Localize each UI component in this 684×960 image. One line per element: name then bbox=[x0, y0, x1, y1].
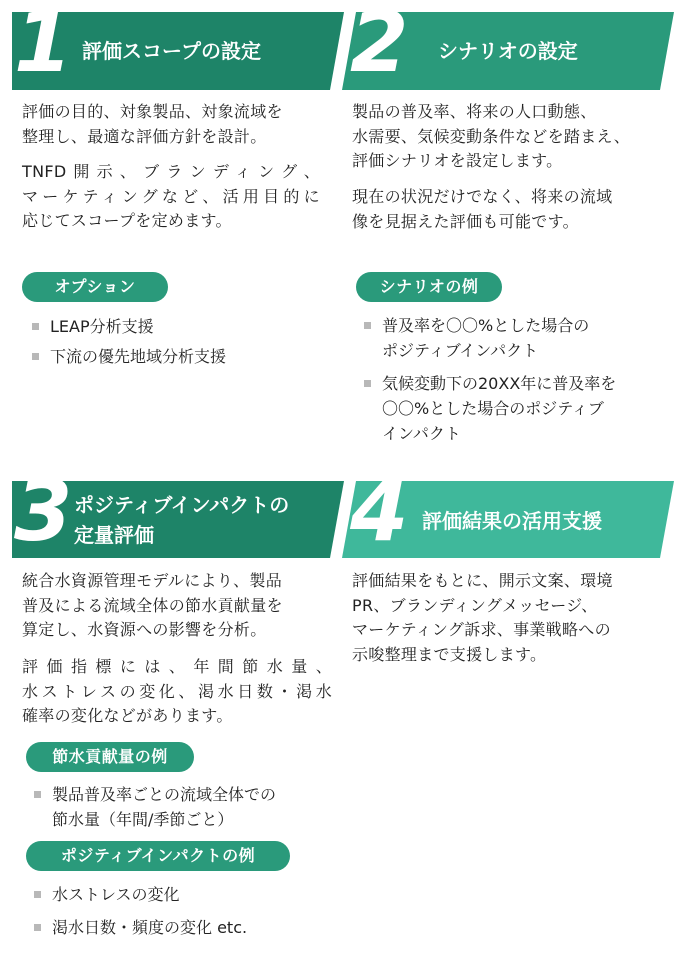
section-3-impact-tag: ポジティブインパクトの例 bbox=[26, 841, 290, 871]
s3p1-line-2: 普及による流域全体の節水貢献量を bbox=[22, 595, 283, 615]
s4p1-line-3: マーケティング訴求、事業戦略への bbox=[352, 620, 611, 639]
s2p1-line-3: 評価シナリオを設定します。 bbox=[352, 151, 563, 170]
section-2-scenario-item-1: 普及率を〇〇%とした場合の ポジティブインパクト bbox=[360, 313, 682, 363]
section-2-paragraph-1 bbox=[352, 100, 664, 174]
s3p2-line-1: 評価指標には、年間節水量、 bbox=[22, 657, 332, 676]
section-4-title: 評価結果の活用支援 bbox=[422, 509, 602, 533]
section-1-title: 評価スコープの設定 bbox=[82, 39, 261, 63]
section-3-paragraph-2 bbox=[22, 655, 332, 729]
section-3-banner bbox=[12, 462, 344, 560]
section-2-number: 2 bbox=[350, 0, 409, 91]
section-2-title: シナリオの設定 bbox=[438, 39, 578, 63]
section-1-number: 1 bbox=[14, 0, 73, 91]
section-4-paragraph-1 bbox=[352, 569, 668, 667]
section-1-paragraph-1 bbox=[22, 100, 330, 149]
section-3-paragraph-1 bbox=[22, 569, 332, 643]
section-3-impact-item-1: 水ストレスの変化 bbox=[30, 882, 352, 907]
section-3-impact-item-2: 渇水日数・頻度の変化 etc. bbox=[30, 915, 352, 940]
s1p1wrap-line-2: 整理し、最適な評価方針を設計。 bbox=[22, 126, 267, 146]
section-1-banner bbox=[12, 0, 344, 91]
section-2-banner bbox=[342, 0, 674, 91]
section-3-title: ポジティブインパクトの 定量評価 bbox=[74, 493, 290, 547]
s2p1-line-2: 水需要、気候変動条件などを踏まえ、 bbox=[352, 126, 631, 146]
section-4-number: 4 bbox=[350, 462, 409, 560]
s3p1-line-3: 算定し、水資源への影響を分析。 bbox=[22, 620, 267, 639]
s4p1-line-1: 評価結果をもとに、開示文案、環境 bbox=[352, 571, 613, 590]
s3p2-line-2: 水ストレスの変化、渇水日数・渇水 bbox=[22, 681, 332, 701]
s1p2-line-2: マーケティングなど、活用目的に bbox=[22, 186, 320, 206]
s1p2-line-1: TNFD開示、ブランディング、 bbox=[22, 162, 320, 181]
s1p1wrap-line-1: 評価の目的、対象製品、対象流域を bbox=[22, 102, 283, 121]
section-1-option-tag: オプション bbox=[22, 272, 168, 302]
s3p1-line-1: 統合水資源管理モデルにより、製品 bbox=[22, 571, 283, 590]
section-1-paragraph-2 bbox=[22, 160, 320, 234]
s1p2-line-3: 応じてスコープを定めます。 bbox=[22, 211, 232, 230]
section-1-option-item-2: 下流の優先地域分析支援 bbox=[28, 344, 340, 369]
s2p2-line-1: 現在の状況だけでなく、将来の流域 bbox=[352, 187, 613, 206]
s3p2-line-3: 確率の変化などがあります。 bbox=[22, 706, 233, 725]
section-2-paragraph-2 bbox=[352, 185, 664, 234]
s4p1-line-2: PR、ブランディングメッセージ、 bbox=[352, 595, 598, 615]
section-4-banner bbox=[342, 462, 674, 560]
section-3-saving-tag: 節水貢献量の例 bbox=[26, 742, 194, 772]
s2p2-line-2: 像を見据えた評価も可能です。 bbox=[352, 211, 579, 231]
section-1-option-item-1: LEAP分析支援 bbox=[28, 314, 340, 339]
section-2-scenario-tag: シナリオの例 bbox=[356, 272, 502, 302]
section-3-number: 3 bbox=[14, 462, 73, 560]
section-3-saving-item-1: 製品普及率ごとの流域全体での 節水量（年間/季節ごと） bbox=[30, 782, 352, 832]
s2p1-line-1: 製品の普及率、将来の人口動態、 bbox=[352, 102, 597, 121]
section-2-scenario-item-2: 気候変動下の20XX年に普及率を 〇〇%とした場合のポジティブ インパクト bbox=[360, 371, 682, 446]
s4p1-line-4: 示唆整理まで支援します。 bbox=[352, 644, 547, 664]
